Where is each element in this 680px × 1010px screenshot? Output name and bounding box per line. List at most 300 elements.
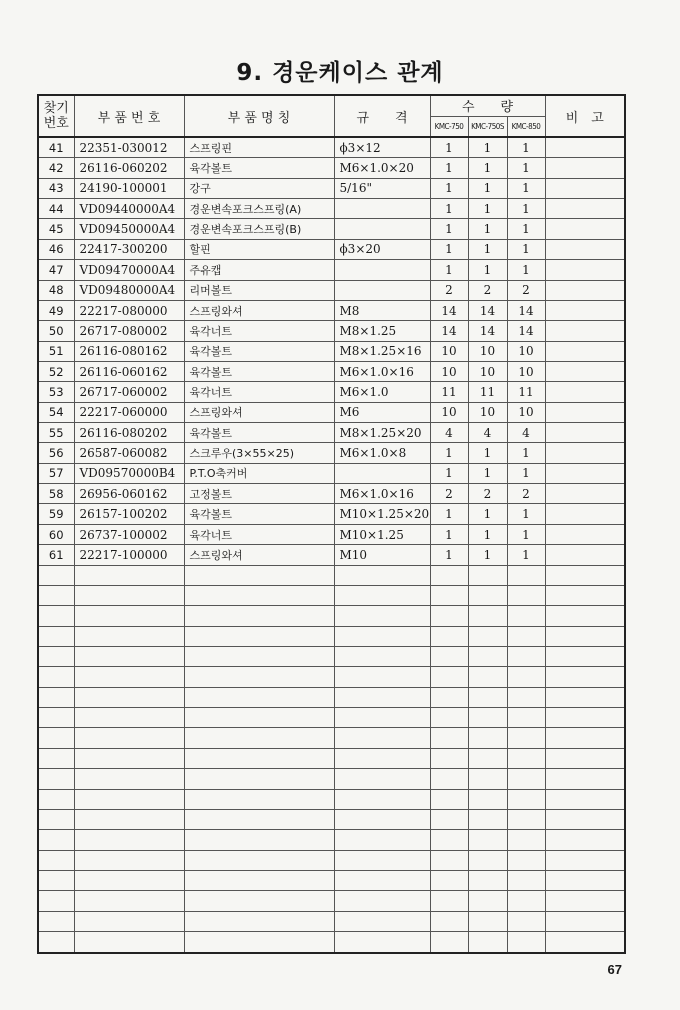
cell-qty-model-3 <box>507 809 545 829</box>
cell-index <box>38 748 74 768</box>
table-body <box>38 137 625 953</box>
cell-qty-model-2: 14 <box>468 300 507 320</box>
cell-spec <box>334 830 430 850</box>
cell-qty-model-3: 1 <box>507 158 545 178</box>
cell-part-number: VD09480000A4 <box>74 280 184 300</box>
cell-spec <box>334 585 430 605</box>
cell-remarks <box>545 891 625 911</box>
header-model-2: KMC-750S <box>468 116 507 137</box>
cell-qty-model-3: 1 <box>507 524 545 544</box>
cell-qty-model-1 <box>430 870 468 890</box>
cell-remarks <box>545 321 625 341</box>
cell-spec <box>334 728 430 748</box>
table-row <box>38 158 625 178</box>
cell-qty-model-3 <box>507 565 545 585</box>
header-spec: 규 격 <box>334 95 430 137</box>
cell-remarks <box>545 870 625 890</box>
cell-remarks <box>545 809 625 829</box>
cell-remarks <box>545 423 625 443</box>
cell-qty-model-1: 2 <box>430 280 468 300</box>
cell-remarks <box>545 708 625 728</box>
cell-qty-model-1 <box>430 565 468 585</box>
cell-part-number <box>74 626 184 646</box>
empty-row <box>38 626 625 646</box>
cell-spec <box>334 647 430 667</box>
cell-spec <box>334 280 430 300</box>
cell-qty-model-2 <box>468 748 507 768</box>
cell-part-number <box>74 809 184 829</box>
cell-part-number: 26587-060082 <box>74 443 184 463</box>
cell-qty-model-2 <box>468 769 507 789</box>
cell-part-name: 할핀 <box>184 239 334 259</box>
cell-spec <box>334 463 430 483</box>
cell-qty-model-3 <box>507 728 545 748</box>
cell-remarks <box>545 300 625 320</box>
cell-qty-model-3 <box>507 830 545 850</box>
cell-part-name <box>184 870 334 890</box>
cell-qty-model-1: 10 <box>430 341 468 361</box>
cell-qty-model-2: 1 <box>468 158 507 178</box>
cell-part-number: 26717-080002 <box>74 321 184 341</box>
cell-index <box>38 565 74 585</box>
empty-row <box>38 667 625 687</box>
table-row <box>38 484 625 504</box>
cell-spec: M6×1.0×16 <box>334 484 430 504</box>
cell-qty-model-1 <box>430 728 468 748</box>
cell-index <box>38 789 74 809</box>
cell-index <box>38 911 74 931</box>
cell-qty-model-2: 1 <box>468 260 507 280</box>
cell-remarks <box>545 402 625 422</box>
cell-qty-model-2 <box>468 789 507 809</box>
cell-index: 47 <box>38 260 74 280</box>
table-row <box>38 382 625 402</box>
cell-remarks <box>545 137 625 158</box>
cell-part-number: VD09570000B4 <box>74 463 184 483</box>
empty-row <box>38 708 625 728</box>
cell-part-number <box>74 769 184 789</box>
cell-index: 48 <box>38 280 74 300</box>
cell-remarks <box>545 545 625 565</box>
empty-row <box>38 769 625 789</box>
table-row <box>38 199 625 219</box>
cell-remarks <box>545 361 625 381</box>
cell-part-name <box>184 809 334 829</box>
cell-part-name: 리머볼트 <box>184 280 334 300</box>
cell-spec <box>334 769 430 789</box>
cell-qty-model-3: 1 <box>507 463 545 483</box>
cell-index <box>38 932 74 953</box>
cell-part-number: 22351-030012 <box>74 137 184 158</box>
cell-part-number: 26116-060162 <box>74 361 184 381</box>
cell-qty-model-3: 10 <box>507 341 545 361</box>
cell-qty-model-2: 1 <box>468 504 507 524</box>
cell-qty-model-2 <box>468 911 507 931</box>
table-row <box>38 545 625 565</box>
cell-qty-model-1: 1 <box>430 443 468 463</box>
cell-qty-model-1: 10 <box>430 361 468 381</box>
cell-part-number <box>74 932 184 953</box>
cell-part-number <box>74 647 184 667</box>
cell-index: 44 <box>38 199 74 219</box>
cell-part-number <box>74 565 184 585</box>
cell-qty-model-2: 2 <box>468 484 507 504</box>
cell-spec: M8×1.25×20 <box>334 423 430 443</box>
cell-spec: M6×1.0×20 <box>334 158 430 178</box>
cell-part-number <box>74 911 184 931</box>
cell-part-number <box>74 748 184 768</box>
cell-qty-model-2 <box>468 708 507 728</box>
cell-qty-model-3: 1 <box>507 545 545 565</box>
cell-index <box>38 708 74 728</box>
cell-index: 60 <box>38 524 74 544</box>
cell-qty-model-3 <box>507 585 545 605</box>
cell-qty-model-1: 1 <box>430 199 468 219</box>
cell-qty-model-2: 14 <box>468 321 507 341</box>
cell-qty-model-3: 1 <box>507 219 545 239</box>
empty-row <box>38 891 625 911</box>
empty-row <box>38 850 625 870</box>
cell-spec <box>334 748 430 768</box>
cell-index <box>38 830 74 850</box>
cell-qty-model-3 <box>507 891 545 911</box>
cell-spec <box>334 687 430 707</box>
cell-spec <box>334 667 430 687</box>
cell-qty-model-1 <box>430 687 468 707</box>
cell-qty-model-3: 1 <box>507 239 545 259</box>
cell-remarks <box>545 341 625 361</box>
cell-index: 61 <box>38 545 74 565</box>
cell-spec: 5/16" <box>334 178 430 198</box>
cell-index <box>38 728 74 748</box>
cell-qty-model-2 <box>468 606 507 626</box>
cell-spec: M8×1.25 <box>334 321 430 341</box>
cell-spec <box>334 626 430 646</box>
cell-spec: M8×1.25×16 <box>334 341 430 361</box>
cell-part-name: 스프링와셔 <box>184 545 334 565</box>
cell-qty-model-2: 2 <box>468 280 507 300</box>
cell-part-name <box>184 708 334 728</box>
cell-part-number <box>74 585 184 605</box>
cell-part-name: P.T.O축커버 <box>184 463 334 483</box>
cell-part-number: VD09440000A4 <box>74 199 184 219</box>
cell-qty-model-2 <box>468 891 507 911</box>
header-part-number: 부 품 번 호 <box>74 95 184 137</box>
cell-spec <box>334 260 430 280</box>
cell-qty-model-3: 11 <box>507 382 545 402</box>
empty-row <box>38 748 625 768</box>
empty-row <box>38 911 625 931</box>
cell-qty-model-1 <box>430 932 468 953</box>
cell-part-name <box>184 850 334 870</box>
cell-qty-model-1 <box>430 748 468 768</box>
cell-remarks <box>545 585 625 605</box>
cell-spec: M10×1.25×20 <box>334 504 430 524</box>
cell-spec: M8 <box>334 300 430 320</box>
cell-remarks <box>545 830 625 850</box>
cell-part-name: 고정볼트 <box>184 484 334 504</box>
cell-part-name <box>184 789 334 809</box>
cell-qty-model-3: 4 <box>507 423 545 443</box>
cell-part-number: 22417-300200 <box>74 239 184 259</box>
cell-spec <box>334 606 430 626</box>
cell-part-number: 26956-060162 <box>74 484 184 504</box>
cell-part-name <box>184 769 334 789</box>
cell-qty-model-1 <box>430 626 468 646</box>
cell-index: 45 <box>38 219 74 239</box>
cell-qty-model-1 <box>430 911 468 931</box>
cell-qty-model-1 <box>430 667 468 687</box>
cell-qty-model-1: 14 <box>430 300 468 320</box>
empty-row <box>38 789 625 809</box>
cell-qty-model-1 <box>430 769 468 789</box>
cell-part-name: 스프링와셔 <box>184 402 334 422</box>
header-index <box>38 95 74 137</box>
cell-remarks <box>545 219 625 239</box>
cell-qty-model-1: 2 <box>430 484 468 504</box>
cell-index: 54 <box>38 402 74 422</box>
cell-remarks <box>545 606 625 626</box>
cell-part-name: 육각볼트 <box>184 361 334 381</box>
header-part-name: 부 품 명 칭 <box>184 95 334 137</box>
cell-remarks <box>545 789 625 809</box>
cell-part-name <box>184 667 334 687</box>
cell-part-number: 22217-080000 <box>74 300 184 320</box>
cell-spec <box>334 199 430 219</box>
cell-index: 59 <box>38 504 74 524</box>
cell-qty-model-3 <box>507 789 545 809</box>
cell-remarks <box>545 769 625 789</box>
cell-spec <box>334 809 430 829</box>
cell-part-number <box>74 667 184 687</box>
cell-index <box>38 626 74 646</box>
cell-qty-model-3: 1 <box>507 504 545 524</box>
cell-qty-model-2 <box>468 626 507 646</box>
cell-part-name: 경운변속포크스프링(A) <box>184 199 334 219</box>
cell-spec <box>334 850 430 870</box>
cell-remarks <box>545 728 625 748</box>
cell-part-name <box>184 932 334 953</box>
cell-index: 46 <box>38 239 74 259</box>
cell-qty-model-1 <box>430 708 468 728</box>
cell-spec: M6×1.0 <box>334 382 430 402</box>
cell-qty-model-2 <box>468 870 507 890</box>
empty-row <box>38 687 625 707</box>
cell-index: 52 <box>38 361 74 381</box>
cell-part-name: 육각볼트 <box>184 504 334 524</box>
cell-qty-model-3 <box>507 687 545 707</box>
cell-qty-model-2 <box>468 687 507 707</box>
header-index-line2: 번호 <box>43 116 69 131</box>
cell-index <box>38 667 74 687</box>
cell-part-number <box>74 870 184 890</box>
cell-part-number: 26737-100002 <box>74 524 184 544</box>
cell-qty-model-1 <box>430 606 468 626</box>
cell-qty-model-2: 1 <box>468 443 507 463</box>
cell-qty-model-3 <box>507 870 545 890</box>
cell-index <box>38 647 74 667</box>
cell-index: 42 <box>38 158 74 178</box>
cell-part-name: 육각볼트 <box>184 423 334 443</box>
cell-qty-model-1: 14 <box>430 321 468 341</box>
table-row <box>38 504 625 524</box>
cell-qty-model-3: 10 <box>507 361 545 381</box>
cell-qty-model-1: 1 <box>430 158 468 178</box>
cell-part-number <box>74 728 184 748</box>
cell-index: 58 <box>38 484 74 504</box>
cell-qty-model-3: 1 <box>507 137 545 158</box>
cell-qty-model-2 <box>468 809 507 829</box>
cell-part-number: 26157-100202 <box>74 504 184 524</box>
cell-spec <box>334 911 430 931</box>
header-remarks: 비 고 <box>545 95 625 137</box>
cell-qty-model-1 <box>430 830 468 850</box>
cell-qty-model-1: 1 <box>430 463 468 483</box>
cell-part-name: 경운변속포크스프링(B) <box>184 219 334 239</box>
cell-part-number: VD09450000A4 <box>74 219 184 239</box>
cell-qty-model-2 <box>468 647 507 667</box>
cell-remarks <box>545 280 625 300</box>
table-row <box>38 280 625 300</box>
cell-part-name <box>184 626 334 646</box>
cell-index: 53 <box>38 382 74 402</box>
cell-remarks <box>545 911 625 931</box>
empty-row <box>38 932 625 953</box>
cell-spec <box>334 565 430 585</box>
cell-qty-model-1: 1 <box>430 524 468 544</box>
cell-spec <box>334 870 430 890</box>
table-row <box>38 361 625 381</box>
cell-qty-model-3 <box>507 932 545 953</box>
cell-qty-model-1: 11 <box>430 382 468 402</box>
cell-part-name: 스크루우(3×55×25) <box>184 443 334 463</box>
cell-qty-model-3: 14 <box>507 300 545 320</box>
cell-qty-model-2: 1 <box>468 219 507 239</box>
cell-part-number: 26717-060002 <box>74 382 184 402</box>
cell-qty-model-3 <box>507 626 545 646</box>
cell-part-name: 주유캡 <box>184 260 334 280</box>
empty-row <box>38 830 625 850</box>
cell-part-number <box>74 606 184 626</box>
empty-row <box>38 606 625 626</box>
table-row <box>38 239 625 259</box>
table-row <box>38 524 625 544</box>
cell-remarks <box>545 443 625 463</box>
cell-spec: M6×1.0×8 <box>334 443 430 463</box>
cell-remarks <box>545 687 625 707</box>
table-row <box>38 423 625 443</box>
cell-index <box>38 809 74 829</box>
cell-qty-model-2: 1 <box>468 545 507 565</box>
cell-part-name: 스프링핀 <box>184 137 334 158</box>
cell-index <box>38 870 74 890</box>
cell-part-number <box>74 891 184 911</box>
empty-row <box>38 809 625 829</box>
cell-remarks <box>545 626 625 646</box>
cell-part-name <box>184 891 334 911</box>
table-row <box>38 260 625 280</box>
cell-part-name <box>184 687 334 707</box>
cell-index: 43 <box>38 178 74 198</box>
cell-spec: M6 <box>334 402 430 422</box>
cell-part-name <box>184 647 334 667</box>
cell-part-name: 강구 <box>184 178 334 198</box>
cell-remarks <box>545 199 625 219</box>
cell-qty-model-1 <box>430 891 468 911</box>
cell-spec <box>334 219 430 239</box>
table-row <box>38 443 625 463</box>
cell-qty-model-3 <box>507 911 545 931</box>
cell-part-name <box>184 830 334 850</box>
header-index-line1: 찾기 <box>43 101 69 116</box>
cell-qty-model-1: 1 <box>430 260 468 280</box>
empty-row <box>38 870 625 890</box>
cell-spec <box>334 891 430 911</box>
cell-index <box>38 891 74 911</box>
table-row <box>38 321 625 341</box>
cell-qty-model-2 <box>468 830 507 850</box>
cell-qty-model-2 <box>468 850 507 870</box>
cell-part-number <box>74 850 184 870</box>
cell-index: 51 <box>38 341 74 361</box>
cell-qty-model-3 <box>507 708 545 728</box>
cell-remarks <box>545 260 625 280</box>
cell-qty-model-1: 1 <box>430 504 468 524</box>
cell-index <box>38 585 74 605</box>
parts-table <box>37 94 626 954</box>
cell-qty-model-3: 2 <box>507 280 545 300</box>
cell-part-name: 육각너트 <box>184 321 334 341</box>
cell-qty-model-1 <box>430 789 468 809</box>
cell-part-number: 26116-080202 <box>74 423 184 443</box>
cell-qty-model-2: 10 <box>468 341 507 361</box>
cell-qty-model-2: 10 <box>468 361 507 381</box>
cell-part-name: 스프링와셔 <box>184 300 334 320</box>
table-row <box>38 463 625 483</box>
cell-remarks <box>545 850 625 870</box>
cell-qty-model-2: 1 <box>468 239 507 259</box>
cell-remarks <box>545 524 625 544</box>
cell-remarks <box>545 748 625 768</box>
cell-part-number <box>74 708 184 728</box>
cell-part-number: VD09470000A4 <box>74 260 184 280</box>
cell-spec: M10×1.25 <box>334 524 430 544</box>
table-row <box>38 137 625 158</box>
cell-qty-model-2: 10 <box>468 402 507 422</box>
cell-qty-model-2 <box>468 667 507 687</box>
cell-part-number: 22217-100000 <box>74 545 184 565</box>
cell-part-number <box>74 830 184 850</box>
cell-remarks <box>545 667 625 687</box>
cell-index <box>38 850 74 870</box>
cell-spec <box>334 789 430 809</box>
header-model-3: KMC-850 <box>507 116 545 137</box>
cell-qty-model-1: 1 <box>430 239 468 259</box>
cell-qty-model-2: 1 <box>468 199 507 219</box>
cell-qty-model-3: 1 <box>507 443 545 463</box>
cell-qty-model-1: 1 <box>430 178 468 198</box>
cell-part-name <box>184 565 334 585</box>
page-title: 9. 경운케이스 관계 <box>236 60 444 86</box>
cell-spec: ϕ3×20 <box>334 239 430 259</box>
cell-qty-model-3 <box>507 647 545 667</box>
cell-qty-model-2 <box>468 932 507 953</box>
cell-qty-model-2: 11 <box>468 382 507 402</box>
cell-spec: ϕ3×12 <box>334 137 430 158</box>
cell-qty-model-3: 1 <box>507 178 545 198</box>
table-row <box>38 219 625 239</box>
cell-spec <box>334 708 430 728</box>
